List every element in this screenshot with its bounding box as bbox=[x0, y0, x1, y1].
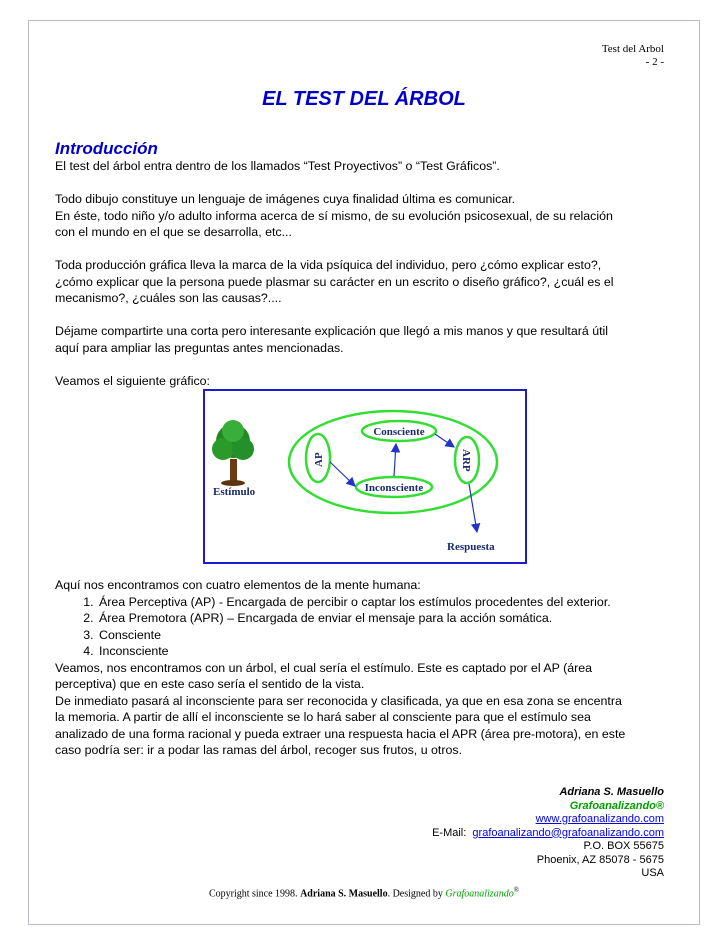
arrow-arp-respuesta bbox=[469, 484, 477, 532]
tree-icon bbox=[212, 420, 254, 486]
elements-list bbox=[55, 594, 675, 660]
brand-name: Grafoanalizando® bbox=[569, 799, 664, 812]
label-respuesta: Respuesta bbox=[447, 541, 495, 553]
label-arp: ARP bbox=[460, 449, 472, 472]
copyright-author: Adriana S. Masuello bbox=[300, 888, 388, 900]
copyright-reg: ® bbox=[513, 886, 520, 894]
paragraph: con el mundo en el que se desarrolla, etc... bbox=[55, 225, 292, 239]
copyright-prefix: Copyright since 1998. bbox=[208, 888, 298, 900]
diagram-svg bbox=[205, 391, 525, 562]
mind-diagram bbox=[203, 389, 527, 564]
arrow-consciente-arp bbox=[435, 434, 454, 447]
country: USA bbox=[641, 867, 664, 879]
paragraph: caso podría ser: ir a podar las ramas del árbol, recoger sus frutos, u otros. bbox=[55, 743, 463, 757]
arrow-ap-inconsciente bbox=[330, 462, 355, 486]
explanation-text bbox=[55, 577, 675, 759]
intro-text bbox=[55, 158, 675, 389]
city: Phoenix, AZ 85078 - 5675 bbox=[536, 853, 664, 866]
email-label: E-Mail: bbox=[432, 826, 467, 839]
paragraph: Déjame compartirte una corta pero interesante explicación que llegó a mis manos y que resultará útil bbox=[55, 324, 609, 338]
label-consciente: Consciente bbox=[373, 426, 425, 438]
copyright-footer bbox=[0, 886, 728, 899]
header-doc-name: Test del Arbol bbox=[601, 43, 664, 55]
paragraph: la memoria. A partir de allí el inconsciente se lo hará saber al consciente para que el estímulo sea bbox=[55, 710, 591, 724]
paragraph: analizado de una forma racional y pueda extraer una respuesta hacia el APR (área pre-motora), en este bbox=[55, 726, 626, 741]
website-link[interactable]: www.grafoanalizando.com bbox=[535, 813, 664, 825]
label-estimulo: Estímulo bbox=[213, 486, 256, 498]
arrow-inconsciente-consciente bbox=[394, 444, 396, 476]
list-item: 4. Inconsciente bbox=[97, 643, 675, 660]
paragraph: aquí para ampliar las preguntas antes mencionadas. bbox=[55, 340, 344, 355]
paragraph: De inmediato pasará al inconsciente para ser reconocida y clasificada, ya que en esa zona se encentra bbox=[55, 693, 622, 708]
copyright-brand: Grafoanalizando bbox=[445, 888, 514, 900]
paragraph: El test del árbol entra dentro de los llamados “Test Proyectivos” o “Test Gráficos”. bbox=[55, 159, 500, 173]
section-heading: Introducción bbox=[55, 139, 158, 158]
signature-block bbox=[432, 786, 664, 881]
paragraph: Toda producción gráfica lleva la marca de la vida psíquica del individuo, pero ¿cómo explicar esto?, bbox=[55, 258, 602, 272]
label-inconsciente: Inconsciente bbox=[364, 482, 424, 494]
paragraph: mecanismo?, ¿cuáles son las causas?.... bbox=[55, 291, 282, 305]
paragraph: Veamos el siguiente gráfico: bbox=[55, 373, 210, 388]
po-box: P.O. BOX 55675 bbox=[583, 840, 664, 852]
running-header bbox=[602, 43, 664, 69]
label-ap: AP bbox=[313, 452, 325, 467]
paragraph: Aquí nos encontramos con cuatro elementos de la mente humana: bbox=[55, 578, 421, 592]
page-title: EL TEST DEL ÁRBOL bbox=[262, 88, 466, 110]
list-item: 2. Área Premotora (APR) – Encargada de enviar el mensaje para la acción somática. bbox=[97, 610, 675, 627]
paragraph: Veamos, nos encontramos con un árbol, el cual sería el estímulo. Este es captado por el AP (área bbox=[55, 660, 593, 675]
header-page-number: - 2 - bbox=[645, 56, 664, 68]
paragraph: En éste, todo niño y/o adulto informa acerca de sí mismo, de su evolución psicosexual, de su relación bbox=[55, 208, 613, 223]
copyright-designed: . Designed by bbox=[387, 888, 443, 900]
list-item: 1. Área Perceptiva (AP) - Encargada de percibir o captar los estímulos procedentes del exterior. bbox=[97, 594, 675, 611]
paragraph: ¿cómo explicar que la persona puede plasmar su carácter en un escrito o diseño gráfico?, ¿cuál es el bbox=[55, 274, 614, 289]
email-link[interactable]: grafoanalizando@grafoanalizando.com bbox=[472, 826, 664, 839]
paragraph: perceptiva) que en este caso sería el sentido de la vista. bbox=[55, 677, 365, 691]
paragraph: Todo dibujo constituye un lenguaje de imágenes cuya finalidad última es comunicar. bbox=[55, 192, 516, 206]
author-name: Adriana S. Masuello bbox=[559, 786, 664, 798]
list-item: 3. Consciente bbox=[97, 627, 675, 644]
